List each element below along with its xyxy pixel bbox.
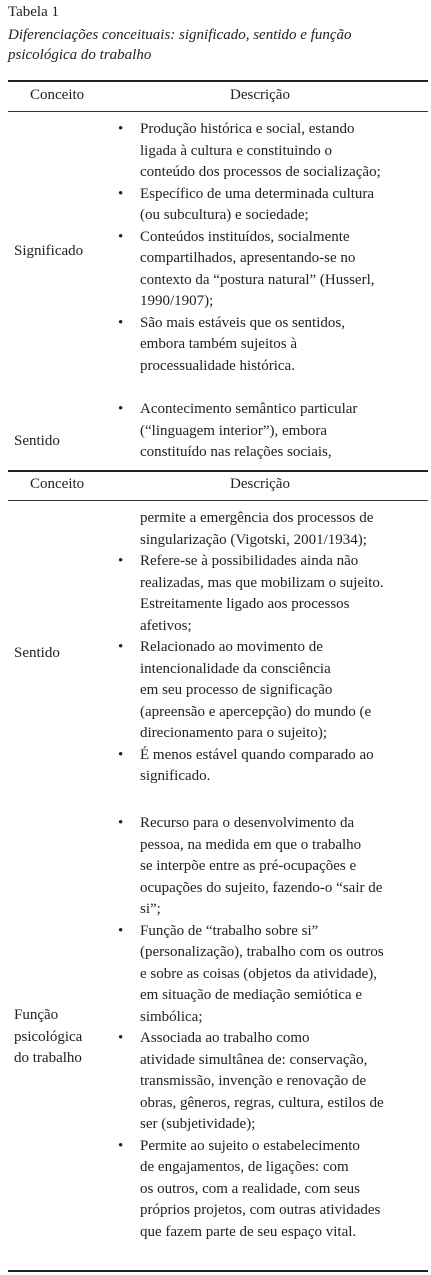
- header-description: Descrição: [230, 476, 290, 492]
- table-caption: [8, 26, 428, 65]
- list-item: [118, 745, 416, 788]
- item-line: os outros, com a realidade, com seus: [140, 1180, 360, 1197]
- item-line: • É menos estável quando comparado ao: [140, 746, 374, 763]
- item-line: • Refere-se à possibilidades ainda não: [140, 553, 359, 569]
- concept-funcao-psicologica: [8, 1005, 114, 1070]
- item-line: embora também sujeitos à: [140, 336, 298, 352]
- item-line: e sobre as coisas (objetos da atividade),: [140, 965, 378, 982]
- item-line: intencionalidade da consciência: [140, 660, 331, 677]
- item-line: • São mais estáveis que os sentidos,: [140, 314, 345, 331]
- item-line: ocupações do sujeito, fazendo-o “sair de: [140, 879, 383, 896]
- list-item: [118, 551, 416, 637]
- description-list-sentido-continued: [118, 508, 416, 788]
- concept-label: Função: [14, 1007, 59, 1023]
- item-line: em seu processo de significação: [140, 682, 333, 698]
- item-line: (ou subcultura) e sociedade;: [140, 207, 309, 223]
- table-label: Tabela 1: [8, 4, 60, 20]
- table-header-repeated: [0, 476, 431, 500]
- item-line: • Conteúdos instituídos, socialmente: [140, 228, 350, 245]
- item-line: • Permite ao sujeito o estabelecimento: [140, 1137, 360, 1154]
- item-line: Estreitamente ligado aos processos: [140, 596, 350, 612]
- list-item: [118, 813, 416, 921]
- item-line: constituído nas relações sociais,: [140, 444, 332, 460]
- list-item: [118, 313, 416, 378]
- concept-label: Sentido: [14, 645, 60, 661]
- item-line: permite a emergência dos processos de: [140, 510, 374, 526]
- description-list-funcao: [118, 813, 416, 1243]
- item-line: se interpõe entre as pré-ocupações e: [140, 858, 357, 874]
- item-line: • Produção histórica e social, estando: [140, 121, 355, 137]
- item-line: • Função de “trabalho sobre si”: [140, 922, 319, 939]
- list-item: [118, 637, 416, 745]
- item-line: significado.: [140, 768, 211, 784]
- header-concept: Conceito: [30, 87, 85, 103]
- item-line: (“linguagem interior”), embora: [140, 422, 328, 439]
- item-line: transmissão, invenção e renovação de: [140, 1073, 367, 1089]
- item-line: compartilhados, apresentando-se no: [140, 250, 356, 266]
- item-line: simbólica;: [140, 1008, 203, 1025]
- header-description: Descrição: [230, 87, 290, 103]
- item-line: (personalização), trabalho com os outros: [140, 944, 384, 960]
- item-line: • Acontecimento semântico particular: [140, 401, 358, 417]
- table-page-break-rule: [8, 470, 428, 472]
- table-header: [0, 87, 431, 111]
- table-top-rule: [8, 80, 428, 82]
- item-line: processualidade histórica.: [140, 357, 295, 374]
- concept-significado: [8, 241, 114, 263]
- item-line: • Associada ao trabalho como: [140, 1030, 310, 1046]
- item-line: singularização (Vigotski, 2001/1934);: [140, 531, 367, 548]
- concept-label: Significado: [14, 243, 84, 259]
- header-rule: [8, 111, 428, 112]
- concept-label: do trabalho: [14, 1050, 82, 1066]
- list-item: [118, 921, 416, 1029]
- item-line: ser (subjetividade);: [140, 1116, 256, 1132]
- item-line: • Relacionado ao movimento de: [140, 639, 323, 655]
- item-line: obras, gêneros, regras, cultura, estilos de: [140, 1094, 384, 1111]
- item-line: • Específico de uma determinada cultura: [140, 185, 375, 202]
- description-list-sentido: [118, 399, 416, 464]
- item-line: próprios projetos, com outras atividades: [140, 1202, 381, 1218]
- item-line: realizadas, mas que mobilizam o sujeito.: [140, 574, 384, 591]
- item-line: ligada à cultura e constituindo o: [140, 142, 333, 159]
- item-line: pessoa, na medida em que o trabalho: [140, 836, 362, 853]
- description-list-significado: [118, 119, 416, 377]
- item-line: si”;: [140, 901, 161, 917]
- concept-label: psicológica: [14, 1028, 83, 1045]
- concept-sentido: [8, 431, 114, 453]
- item-line: que fazem parte de seu espaço vital.: [140, 1223, 357, 1240]
- list-item: [118, 119, 416, 184]
- caption-line: Diferenciações conceituais: significado, sentido e função: [8, 27, 352, 43]
- table-bottom-rule: [8, 1270, 428, 1272]
- item-line: (apreensão e apercepção) do mundo (e: [140, 703, 372, 720]
- item-line: direcionamento para o sujeito);: [140, 725, 328, 741]
- list-item: [118, 227, 416, 313]
- item-line: • Recurso para o desenvolvimento da: [140, 815, 355, 831]
- list-item: [118, 184, 416, 227]
- item-line: 1990/1907);: [140, 293, 214, 309]
- item-line: de engajamentos, de ligações: com: [140, 1159, 349, 1175]
- item-line: atividade simultânea de: conservação,: [140, 1051, 368, 1068]
- item-line: em situação de mediação semiótica e: [140, 987, 362, 1003]
- list-item: [118, 399, 416, 464]
- header-rule: [8, 500, 428, 501]
- item-line: afetivos;: [140, 617, 192, 634]
- item-line: contexto da “postura natural” (Husserl,: [140, 271, 375, 288]
- list-item: [118, 1028, 416, 1136]
- caption-line: psicológica do trabalho: [8, 46, 152, 63]
- header-concept: Conceito: [30, 476, 85, 492]
- item-line: conteúdo dos processos de socialização;: [140, 164, 381, 180]
- concept-sentido-continued: [8, 643, 114, 665]
- concept-label: Sentido: [14, 433, 60, 449]
- list-item-continued: [118, 508, 416, 551]
- list-item: [118, 1136, 416, 1244]
